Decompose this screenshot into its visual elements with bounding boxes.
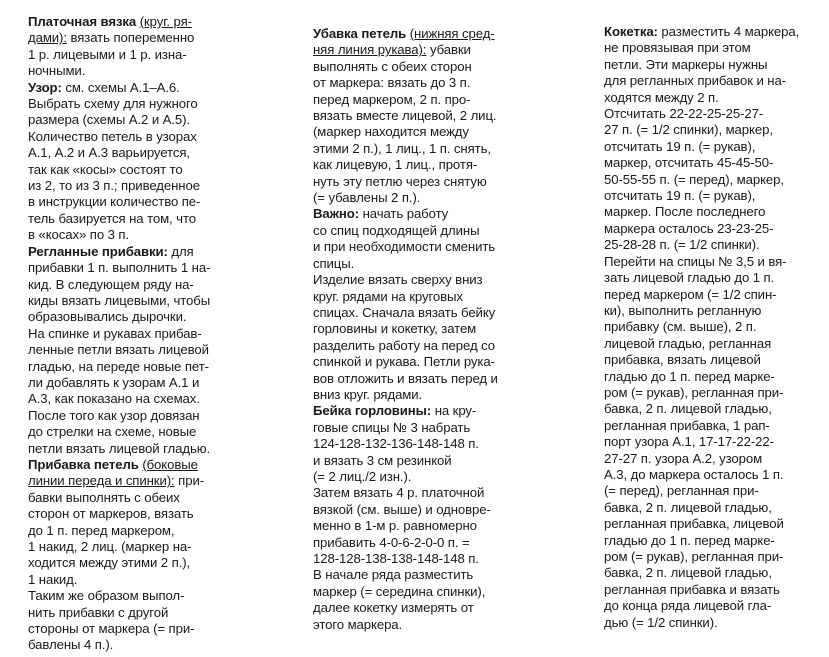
text-run: бавка, 2 п. лицевой гладью, bbox=[604, 499, 772, 515]
text-line bbox=[604, 90, 809, 106]
text-line bbox=[604, 188, 809, 204]
text-run: ночными. bbox=[28, 63, 86, 79]
text-run: убавки bbox=[426, 42, 471, 58]
text-run: (= 2 лиц./2 изн.). bbox=[313, 468, 412, 484]
text-run: этими 2 п.), 1 лиц., 1 п. снять, bbox=[313, 140, 491, 156]
text-run: прибавку (см. выше), 2 п. bbox=[604, 319, 757, 335]
text-run: зать лицевой гладью до 1 п. bbox=[604, 270, 775, 286]
text-run: бавка, 2 п. лицевой гладью, bbox=[604, 401, 772, 417]
text-run: маркера осталось 23-23-25- bbox=[604, 220, 774, 236]
text-line bbox=[604, 434, 809, 450]
text-run: лицевой гладью, регланная bbox=[604, 335, 772, 351]
text-line bbox=[313, 617, 521, 633]
text-run: так как «косы» состоят то bbox=[28, 161, 183, 177]
text-run: 128-128-138-138-148-148 п. bbox=[313, 551, 479, 566]
text-run: маркер (= середина спинки), bbox=[313, 583, 486, 599]
text-run: до 1 п. перед маркером, bbox=[28, 522, 175, 538]
text-line bbox=[313, 436, 521, 452]
text-line bbox=[313, 600, 521, 616]
text-line bbox=[313, 453, 521, 469]
text-run: петли. Эти маркеры нужны bbox=[604, 56, 768, 72]
text-run: (маркер находится между bbox=[313, 124, 469, 140]
text-line bbox=[604, 287, 809, 303]
text-run: сторон от маркеров, вязать bbox=[28, 506, 194, 522]
text-run: перед маркером, 2 п. про- bbox=[313, 91, 471, 107]
text-line bbox=[313, 551, 521, 567]
text-line bbox=[604, 582, 809, 598]
text-run: 124-128-132-136-148-148 п. bbox=[313, 436, 479, 452]
text-line bbox=[313, 174, 521, 190]
text-run: ленные петли вязать лицевой bbox=[28, 342, 209, 358]
text-line bbox=[313, 403, 521, 419]
text-run: А.3, до маркера осталось 1 п. bbox=[604, 466, 784, 482]
section-qualifier: дами): bbox=[28, 30, 67, 46]
text-run: со спиц подходящей длины bbox=[313, 222, 480, 238]
text-run: см. схемы А.1–А.6. bbox=[61, 79, 180, 95]
text-line bbox=[28, 30, 228, 46]
text-run: как лицевую, 1 лиц., протя- bbox=[313, 157, 478, 173]
text-run: 50-55-55 п. (= перед), маркер, bbox=[604, 171, 784, 187]
text-run: гладью до 1 п. перед марке- bbox=[604, 368, 775, 384]
text-run: далее кокетку измерять от bbox=[313, 600, 474, 616]
text-line bbox=[28, 227, 228, 243]
text-run: выполнять с обеих сторон bbox=[313, 58, 472, 74]
text-run: ходятся между 2 п. bbox=[604, 89, 719, 105]
text-run: бавлены 4 п.). bbox=[28, 637, 114, 653]
text-run: Перейти на спицы № 3,5 и вя- bbox=[604, 253, 787, 269]
text-run: этого маркера. bbox=[313, 616, 403, 632]
text-run: регланная прибавка и вязать bbox=[604, 581, 780, 597]
text-line bbox=[604, 418, 809, 434]
text-line bbox=[28, 523, 228, 539]
text-line bbox=[313, 141, 521, 157]
text-run: 27 п. (= 1/2 спинки), маркер, bbox=[604, 122, 773, 138]
text-run: нить прибавки с другой bbox=[28, 604, 169, 620]
text-line bbox=[313, 26, 521, 42]
text-line bbox=[604, 516, 809, 532]
text-line bbox=[28, 162, 228, 178]
text-run: А.3, как показано на схемах. bbox=[28, 391, 200, 407]
text-run: разделить работу на перед со bbox=[313, 337, 495, 353]
text-line bbox=[313, 239, 521, 255]
text-line bbox=[313, 42, 521, 58]
text-line bbox=[28, 490, 228, 506]
text-run: менно в 1-м р. равномерно bbox=[313, 518, 477, 534]
text-run: и при необходимости сменить bbox=[313, 239, 496, 255]
text-line bbox=[604, 270, 809, 286]
text-run: спицы. bbox=[313, 255, 355, 271]
text-run: из 2, то из 3 п.; приведенное bbox=[28, 178, 200, 194]
text-run: На спинке и рукавах прибав- bbox=[28, 325, 202, 341]
text-line bbox=[604, 139, 809, 155]
text-line bbox=[28, 178, 228, 194]
section-qualifier: няя линия рукава): bbox=[313, 42, 427, 58]
text-line bbox=[28, 63, 228, 79]
text-run: прибавить 4-0-6-2-0-0 п. = bbox=[313, 534, 470, 550]
text-run: тель базируется на том, что bbox=[28, 210, 196, 226]
text-line bbox=[604, 172, 809, 188]
section-heading: Прибавка петель bbox=[28, 456, 139, 472]
text-line bbox=[604, 385, 809, 401]
text-run: разместить 4 маркера, bbox=[657, 24, 800, 39]
text-line bbox=[313, 289, 521, 305]
text-line bbox=[604, 369, 809, 385]
text-line bbox=[604, 352, 809, 368]
text-run: вниз круг. рядами. bbox=[313, 386, 423, 402]
text-line bbox=[313, 535, 521, 551]
text-line bbox=[313, 92, 521, 108]
text-line bbox=[604, 319, 809, 335]
text-line bbox=[313, 338, 521, 354]
text-run: Затем вязать 4 р. платочной bbox=[313, 485, 485, 501]
text-line bbox=[28, 112, 228, 128]
text-line bbox=[313, 59, 521, 75]
text-line bbox=[28, 326, 228, 342]
text-line bbox=[28, 391, 228, 407]
text-run: вязать вместе лицевой, 2 лиц. bbox=[313, 108, 497, 124]
text-run: до стрелки на схеме, новые bbox=[28, 424, 197, 440]
text-line bbox=[604, 122, 809, 138]
text-line bbox=[28, 277, 228, 293]
section-heading: Убавка петель bbox=[313, 26, 407, 41]
section-heading: Платочная вязка bbox=[28, 14, 137, 29]
text-line bbox=[604, 155, 809, 171]
text-run: киды вязать лицевыми, чтобы bbox=[28, 292, 211, 308]
text-run: перед маркером (= 1/2 спин- bbox=[604, 286, 777, 302]
text-run: в инструкции количество пе- bbox=[28, 194, 201, 210]
text-run: маркер, отсчитать 45-45-50- bbox=[604, 155, 774, 171]
text-line bbox=[604, 451, 809, 467]
text-line bbox=[28, 293, 228, 309]
section-heading: Бейка горловины: bbox=[313, 403, 432, 419]
text-run: вязкой (см. выше) и одновре- bbox=[313, 501, 491, 517]
text-run: прибавки 1 п. выполнить 1 на- bbox=[28, 260, 211, 276]
text-run: начать работу bbox=[359, 206, 449, 222]
text-line bbox=[604, 336, 809, 352]
text-line bbox=[28, 260, 228, 276]
text-line bbox=[28, 637, 228, 653]
text-run: для регланных прибавок и на- bbox=[604, 73, 787, 89]
text-run: 1 накид, 2 лиц. (маркер на- bbox=[28, 539, 192, 554]
text-line bbox=[313, 157, 521, 173]
text-run: бавки выполнять с обеих bbox=[28, 489, 180, 505]
text-line bbox=[604, 73, 809, 89]
text-run: размера (схемы А.2 и А.5). bbox=[28, 112, 191, 128]
text-run: ки), выполнить регланную bbox=[604, 302, 762, 318]
text-line bbox=[313, 272, 521, 288]
text-run: отсчитать 19 п. (= рукав), bbox=[604, 138, 756, 154]
text-line bbox=[28, 80, 228, 96]
text-run: спицах. Сначала вязать бейку bbox=[313, 304, 496, 320]
text-run: А.1, А.2 и А.3 варьируется, bbox=[28, 145, 190, 161]
column-middle bbox=[313, 26, 521, 633]
text-line bbox=[313, 469, 521, 485]
section-qualifier: (круг. ря- bbox=[139, 14, 192, 29]
text-line bbox=[604, 598, 809, 614]
text-run: спинкой и рукава. Петли рука- bbox=[313, 354, 495, 370]
text-run: петли вязать лицевой гладью. bbox=[28, 440, 211, 456]
text-run: Количество петель в узорах bbox=[28, 128, 197, 144]
text-line bbox=[313, 502, 521, 518]
text-run: регланная прибавка, 1 рап- bbox=[604, 417, 770, 433]
text-line bbox=[28, 605, 228, 621]
text-run: 25-28-28 п. (= 1/2 спинки). bbox=[604, 237, 760, 253]
text-run: говые спицы № 3 набрать bbox=[313, 419, 471, 435]
section-qualifier: (нижняя сред- bbox=[409, 26, 495, 41]
text-line bbox=[313, 371, 521, 387]
text-line bbox=[604, 467, 809, 483]
text-run: отсчитать 19 п. (= рукав), bbox=[604, 188, 756, 204]
column-right bbox=[604, 24, 809, 631]
text-run: (= перед), регланная при- bbox=[604, 483, 759, 499]
section-heading: Важно: bbox=[313, 206, 360, 222]
text-run: до конца ряда лицевой гла- bbox=[604, 598, 772, 614]
text-run: прибавка, вязать лицевой bbox=[604, 352, 761, 368]
text-line bbox=[28, 211, 228, 227]
text-run: После того как узор довязан bbox=[28, 407, 200, 423]
text-line bbox=[28, 539, 228, 555]
text-line bbox=[604, 24, 809, 40]
text-run: бавка, 2 п. лицевой гладью, bbox=[604, 565, 772, 581]
text-run: горловины и кокетку, затем bbox=[313, 321, 477, 337]
text-run: гладью до 1 п. перед марке- bbox=[604, 532, 775, 548]
text-line bbox=[28, 145, 228, 161]
text-run: стороны от маркера (= при- bbox=[28, 621, 195, 637]
text-run: не провязывая при этом bbox=[604, 40, 751, 56]
text-run: ром (= рукав), регланная при- bbox=[604, 384, 784, 400]
text-line bbox=[28, 47, 228, 63]
text-line bbox=[28, 621, 228, 637]
text-line bbox=[28, 588, 228, 604]
text-line bbox=[313, 305, 521, 321]
text-line bbox=[604, 254, 809, 270]
text-line bbox=[604, 237, 809, 253]
text-line bbox=[604, 204, 809, 220]
text-line bbox=[313, 420, 521, 436]
text-line bbox=[313, 387, 521, 403]
text-run: круг. рядами на круговых bbox=[313, 288, 463, 304]
text-line bbox=[28, 244, 228, 260]
text-line bbox=[28, 408, 228, 424]
text-line bbox=[28, 441, 228, 457]
text-run: ходится между этими 2 п.), bbox=[28, 555, 191, 571]
text-line bbox=[604, 549, 809, 565]
text-run: на кру- bbox=[431, 403, 477, 419]
text-line bbox=[604, 500, 809, 516]
text-line bbox=[313, 584, 521, 600]
text-line bbox=[313, 518, 521, 534]
text-line bbox=[28, 506, 228, 522]
text-line bbox=[313, 223, 521, 239]
text-run: В начале ряда разместить bbox=[313, 567, 474, 583]
text-line bbox=[313, 567, 521, 583]
text-line bbox=[28, 14, 228, 30]
text-run: дью (= 1/2 спинки). bbox=[604, 614, 718, 630]
text-line bbox=[28, 129, 228, 145]
text-line bbox=[28, 96, 228, 112]
text-run: гладью, на переде новые пет- bbox=[28, 358, 209, 374]
text-line bbox=[604, 40, 809, 56]
text-line bbox=[28, 359, 228, 375]
text-run: 1 р. лицевыми и 1 р. изна- bbox=[28, 46, 187, 62]
text-line bbox=[604, 221, 809, 237]
text-run: для bbox=[167, 243, 194, 259]
text-run: ром (= рукав), регланная при- bbox=[604, 549, 784, 564]
text-line bbox=[313, 485, 521, 501]
text-line bbox=[604, 483, 809, 499]
text-line bbox=[313, 190, 521, 206]
text-run: порт узора А.1, 17-17-22-22- bbox=[604, 434, 774, 450]
text-line bbox=[604, 533, 809, 549]
text-line bbox=[313, 75, 521, 91]
text-line bbox=[313, 108, 521, 124]
text-run: Выбрать схему для нужного bbox=[28, 96, 198, 112]
text-run: регланная прибавка, лицевой bbox=[604, 516, 784, 532]
text-run: в «косах» по 3 п. bbox=[28, 227, 130, 243]
text-line bbox=[313, 206, 521, 222]
text-line bbox=[28, 457, 228, 473]
text-run: Изделие вязать сверху вниз bbox=[313, 272, 483, 288]
text-run: и вязать 3 см резинкой bbox=[313, 452, 452, 468]
section-heading: Узор: bbox=[28, 79, 62, 95]
text-run: образовывались дырочки. bbox=[28, 309, 187, 325]
text-run: (= убавлены 2 п.). bbox=[313, 190, 421, 206]
text-line bbox=[28, 342, 228, 358]
text-run: от маркера: вязать до 3 п. bbox=[313, 75, 471, 91]
text-run: при- bbox=[174, 473, 205, 489]
text-run: вязать попеременно bbox=[66, 30, 195, 46]
section-qualifier: линии переда и спинки): bbox=[28, 473, 175, 489]
text-run: Таким же образом выпол- bbox=[28, 588, 185, 604]
text-run: маркер. После последнего bbox=[604, 204, 766, 220]
text-run: Отсчитать 22-22-25-25-27- bbox=[604, 106, 764, 122]
text-line bbox=[28, 309, 228, 325]
section-qualifier: (боковые bbox=[142, 456, 198, 472]
text-line bbox=[313, 124, 521, 140]
column-left bbox=[28, 14, 228, 654]
text-run: 1 накид. bbox=[28, 571, 78, 587]
section-heading: Кокетка: bbox=[604, 24, 658, 39]
text-run: ли добавлять к узорам А.1 и bbox=[28, 374, 200, 390]
text-line bbox=[28, 572, 228, 588]
text-run: кид. В следующем ряду на- bbox=[28, 276, 194, 292]
text-line bbox=[313, 354, 521, 370]
text-line bbox=[28, 473, 228, 489]
text-line bbox=[28, 194, 228, 210]
section-heading: Регланные прибавки: bbox=[28, 243, 168, 259]
text-line bbox=[604, 57, 809, 73]
text-line bbox=[28, 375, 228, 391]
text-run: нуть эту петлю через снятую bbox=[313, 173, 487, 189]
text-line bbox=[604, 303, 809, 319]
text-line bbox=[604, 565, 809, 581]
text-line bbox=[604, 106, 809, 122]
text-line bbox=[28, 555, 228, 571]
text-run: 27-27 п. узора А.2, узором bbox=[604, 450, 763, 466]
text-line bbox=[313, 321, 521, 337]
text-run: вов отложить и вязать перед и bbox=[313, 370, 498, 386]
text-line bbox=[604, 401, 809, 417]
text-line bbox=[28, 424, 228, 440]
text-line bbox=[604, 615, 809, 631]
text-line bbox=[313, 256, 521, 272]
